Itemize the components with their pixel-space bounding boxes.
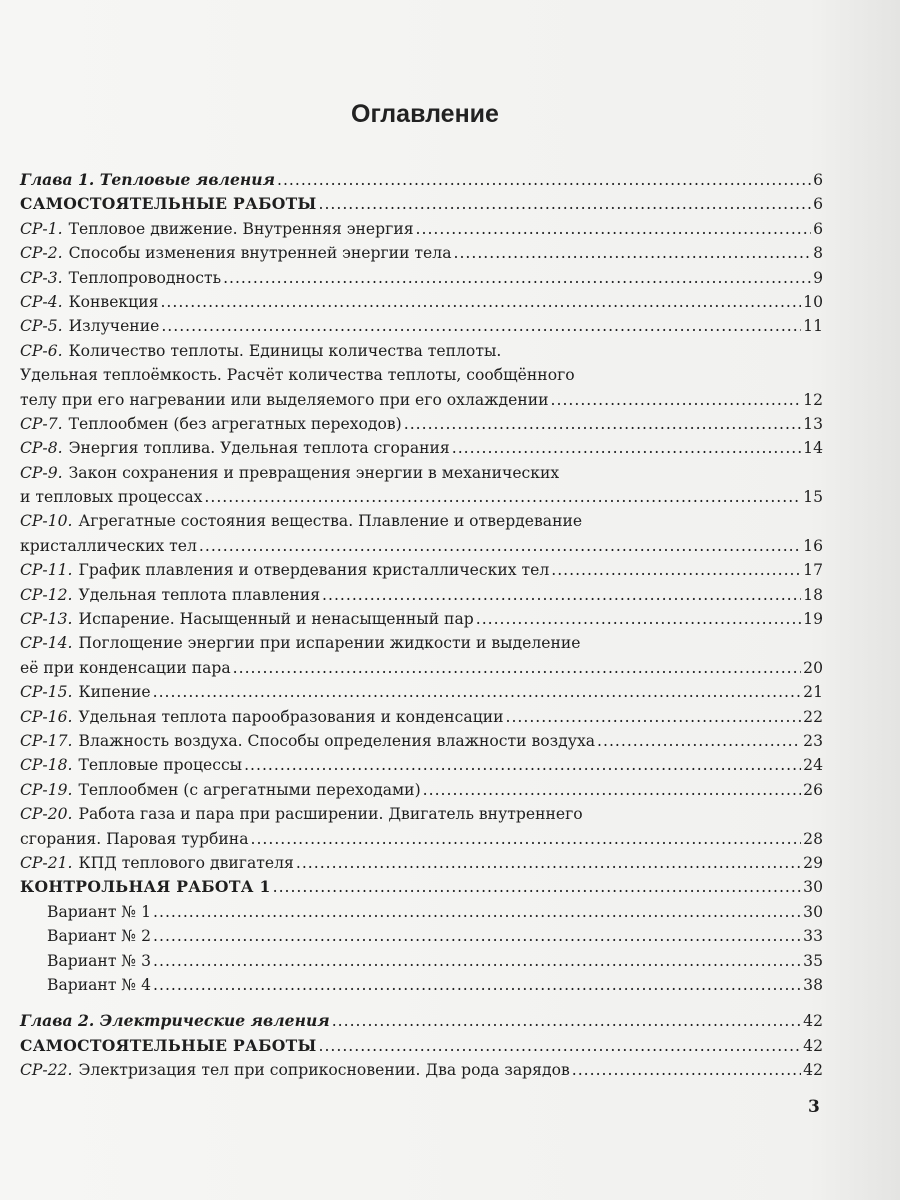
dot-leader — [277, 168, 811, 192]
entry-page: 19 — [803, 610, 823, 629]
entry-title: Агрегатные состояния вещества. Плавление и отвердевание — [78, 512, 583, 531]
dot-leader — [153, 949, 801, 973]
entry-title: Поглощение энергии при испарении жидкости и выделение — [78, 634, 581, 653]
entry-code: СР-20. — [20, 805, 73, 824]
entry-page: 26 — [803, 780, 823, 799]
entry-page: 21 — [803, 683, 823, 702]
entry-page: 42 — [803, 1036, 823, 1055]
entry-title: её при конденсации пара — [20, 658, 231, 677]
toc-entry-line — [20, 290, 823, 314]
dot-leader — [153, 680, 802, 704]
dot-leader — [251, 827, 802, 851]
toc-entry-line — [20, 509, 823, 533]
entry-code: СР-4. — [20, 292, 63, 311]
toc-entry-line — [20, 192, 823, 216]
toc-entry-line — [20, 778, 823, 802]
entry-code: СР-17. — [20, 731, 73, 750]
entry-title: и тепловых процессах — [20, 488, 203, 507]
entry-title: Теплообмен (с агрегатными переходами) — [78, 780, 421, 799]
toc-entry-line — [20, 1034, 823, 1058]
dot-leader — [506, 705, 802, 729]
toc-entry-line — [20, 363, 823, 387]
entry-code: СР-3. — [20, 268, 63, 287]
entry-title: Глава 2. Электрические явления — [20, 1011, 330, 1031]
toc-entry-line — [20, 558, 823, 582]
entry-code: СР-6. — [20, 341, 63, 360]
entry-code: СР-11. — [20, 561, 73, 580]
page-number: 3 — [808, 1097, 820, 1117]
entry-code: СР-12. — [20, 585, 73, 604]
dot-leader — [153, 973, 801, 997]
dot-leader — [233, 656, 801, 680]
toc-entry-line — [20, 534, 823, 558]
entry-title: КПД теплового двигателя — [78, 853, 294, 872]
entry-code: СР-14. — [20, 634, 73, 653]
entry-page: 22 — [803, 707, 823, 726]
entry-page: 9 — [813, 268, 823, 287]
entry-page: 18 — [803, 585, 823, 604]
toc-entry-line — [20, 802, 823, 826]
entry-page: 6 — [813, 219, 823, 238]
entry-title: Тепловые процессы — [78, 756, 243, 775]
entry-page: 12 — [803, 390, 823, 409]
dot-leader — [416, 217, 812, 241]
entry-title: Влажность воздуха. Способы определения влажности воздуха — [78, 731, 596, 750]
entry-title: Конвекция — [68, 292, 159, 311]
toc-entry-line — [20, 705, 823, 729]
dot-leader — [404, 412, 801, 436]
entry-code: СР-8. — [20, 439, 63, 458]
entry-title: КОНТРОЛЬНАЯ РАБОТА 1 — [20, 877, 271, 897]
entry-code: СР-18. — [20, 756, 73, 775]
toc-entry-line — [20, 680, 823, 704]
dot-leader — [476, 607, 801, 631]
toc-entry-line — [20, 1058, 823, 1082]
entry-title: Удельная теплоёмкость. Расчёт количества теплоты, сообщённого — [20, 366, 575, 385]
entry-code: СР-7. — [20, 414, 63, 433]
entry-page: 42 — [803, 1061, 823, 1080]
entry-page: 23 — [803, 731, 823, 750]
entry-title: Удельная теплота парообразования и конденсации — [78, 707, 504, 726]
toc-entry-line — [20, 753, 823, 777]
entry-code: СР-19. — [20, 780, 73, 799]
dot-leader — [452, 436, 801, 460]
entry-page: 14 — [803, 439, 823, 458]
entry-code: СР-16. — [20, 707, 73, 726]
entry-title: Закон сохранения и превращения энергии в механических — [68, 463, 560, 482]
entry-title: График плавления и отвердевания кристаллических тел — [78, 561, 550, 580]
entry-code: СР-2. — [20, 244, 63, 263]
entry-code: СР-10. — [20, 512, 73, 531]
toc-entry-line — [20, 436, 823, 460]
entry-page: 10 — [803, 292, 823, 311]
entry-page: 20 — [803, 658, 823, 677]
entry-title: Вариант № 1 — [47, 902, 152, 921]
dot-leader — [273, 875, 802, 899]
toc-entry-line — [20, 924, 823, 948]
entry-code: СР-15. — [20, 683, 73, 702]
toc-entry-line — [20, 631, 823, 655]
dot-leader — [551, 388, 802, 412]
dot-leader — [572, 1058, 801, 1082]
entry-page: 42 — [803, 1012, 823, 1031]
entry-page: 6 — [813, 195, 823, 214]
entry-page: 15 — [803, 488, 823, 507]
entry-code: СР-22. — [20, 1061, 73, 1080]
entry-title: сгорания. Паровая турбина — [20, 829, 249, 848]
dot-leader — [423, 778, 802, 802]
dot-leader — [319, 192, 812, 216]
dot-leader — [223, 266, 811, 290]
entry-title: Излучение — [68, 317, 160, 336]
toc-entry-line — [20, 485, 823, 509]
dot-leader — [161, 314, 801, 338]
entry-code: СР-5. — [20, 317, 63, 336]
entry-title: САМОСТОЯТЕЛЬНЫЕ РАБОТЫ — [20, 194, 317, 214]
toc-entry-line — [20, 241, 823, 265]
toc-entry-line — [20, 973, 823, 997]
entry-page: 24 — [803, 756, 823, 775]
entry-page: 33 — [803, 927, 823, 946]
toc-entry-line — [20, 729, 823, 753]
toc-entry-line — [20, 1009, 823, 1033]
entry-title: Удельная теплота плавления — [78, 585, 321, 604]
dot-leader — [551, 558, 801, 582]
table-of-contents — [20, 168, 823, 1082]
entry-title: Испарение. Насыщенный и ненасыщенный пар — [78, 610, 474, 629]
entry-title: Вариант № 2 — [47, 927, 152, 946]
toc-entry-line — [20, 412, 823, 436]
dot-leader — [153, 924, 801, 948]
toc-entry-line — [20, 851, 823, 875]
toc-entry-line — [20, 217, 823, 241]
entry-page: 11 — [803, 317, 823, 336]
entry-page: 35 — [803, 951, 823, 970]
dot-leader — [153, 900, 801, 924]
entry-page: 6 — [813, 171, 823, 189]
toc-entry-line — [20, 900, 823, 924]
dot-leader — [204, 485, 801, 509]
entry-page: 16 — [803, 536, 823, 555]
entry-title: Теплообмен (без агрегатных переходов) — [68, 414, 402, 433]
entry-title: Электризация тел при соприкосновении. Два рода зарядов — [78, 1061, 570, 1080]
dot-leader — [319, 1034, 802, 1058]
toc-entry-line — [20, 168, 823, 192]
entry-page: 38 — [803, 975, 823, 994]
entry-title: Тепловое движение. Внутренняя энергия — [68, 219, 414, 238]
page-title: Оглавление — [351, 100, 499, 128]
entry-code: СР-9. — [20, 463, 63, 482]
entry-title: САМОСТОЯТЕЛЬНЫЕ РАБОТЫ — [20, 1035, 317, 1055]
entry-title: Глава 1. Тепловые явления — [20, 170, 276, 189]
dot-leader — [244, 753, 801, 777]
toc-entry-line — [20, 339, 823, 363]
entry-title: Вариант № 3 — [47, 951, 152, 970]
entry-code: СР-21. — [20, 853, 73, 872]
entry-title: Энергия топлива. Удельная теплота сгорания — [68, 439, 450, 458]
entry-page: 30 — [803, 878, 823, 897]
toc-entry-line — [20, 875, 823, 899]
entry-title: Теплопроводность — [68, 268, 222, 287]
entry-page: 8 — [813, 244, 823, 263]
dot-leader — [332, 1009, 801, 1033]
spacer — [20, 997, 823, 1009]
toc-entry-line — [20, 461, 823, 485]
entry-page: 28 — [803, 829, 823, 848]
entry-code: СР-13. — [20, 610, 73, 629]
entry-page: 13 — [803, 414, 823, 433]
dot-leader — [296, 851, 801, 875]
entry-title: кристаллических тел — [20, 536, 197, 555]
entry-title: Количество теплоты. Единицы количества теплоты. — [68, 341, 502, 360]
toc-entry-line — [20, 949, 823, 973]
entry-title: Способы изменения внутренней энергии тела — [68, 244, 452, 263]
toc-entry-line — [20, 388, 823, 412]
entry-page: 17 — [803, 561, 823, 580]
entry-title: телу при его нагревании или выделяемого при его охлаждении — [20, 390, 549, 409]
entry-code: СР-1. — [20, 219, 63, 238]
toc-entry-line — [20, 314, 823, 338]
dot-leader — [322, 583, 801, 607]
toc-entry-line — [20, 607, 823, 631]
toc-entry-line — [20, 656, 823, 680]
entry-page: 29 — [803, 853, 823, 872]
dot-leader — [454, 241, 812, 265]
entry-title: Кипение — [78, 683, 151, 702]
entry-page: 30 — [803, 902, 823, 921]
dot-leader — [597, 729, 801, 753]
entry-title: Работа газа и пара при расширении. Двигатель внутреннего — [78, 805, 583, 824]
toc-entry-line — [20, 266, 823, 290]
dot-leader — [199, 534, 801, 558]
toc-entry-line — [20, 827, 823, 851]
entry-title: Вариант № 4 — [47, 975, 152, 994]
dot-leader — [160, 290, 801, 314]
toc-entry-line — [20, 583, 823, 607]
